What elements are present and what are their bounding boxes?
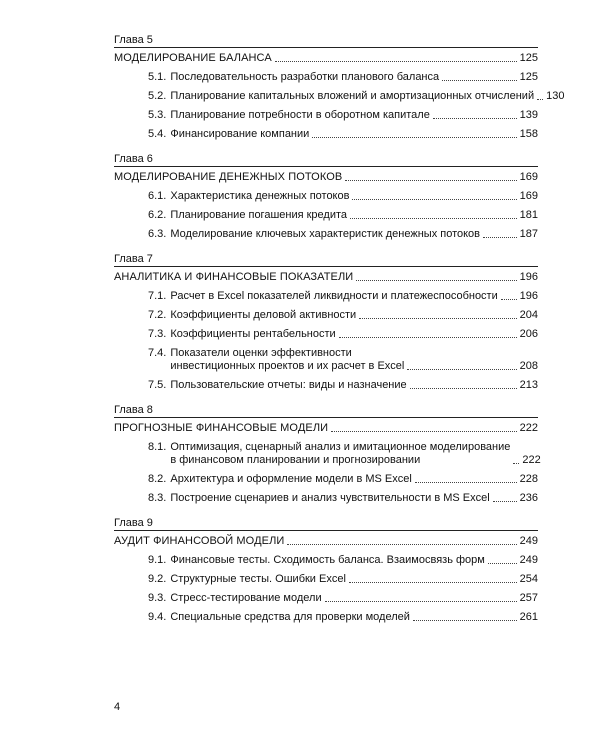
section-number: 5.1. (148, 71, 167, 83)
chapter-page: 196 (519, 271, 538, 283)
leader-dots (345, 180, 516, 181)
section-page: 228 (519, 473, 538, 485)
section-number: 7.5. (148, 379, 167, 391)
section-entry[interactable] (114, 611, 538, 624)
section-title: Коэффициенты рентабельности (170, 328, 336, 340)
section-page: 125 (519, 71, 538, 83)
section-entry[interactable] (114, 554, 538, 567)
section-entry[interactable] (114, 473, 538, 486)
section-number: 7.3. (148, 328, 167, 340)
chapter-title: МОДЕЛИРОВАНИЕ БАЛАНСА (114, 52, 272, 64)
leader-dots (325, 601, 517, 602)
section-entry[interactable] (114, 128, 538, 141)
section-entry[interactable] (114, 328, 538, 341)
section-title: Финансовые тесты. Сходимость баланса. Взаимосвязь форм (170, 554, 485, 566)
chapter-page: 125 (519, 52, 538, 64)
section-number: 9.2. (148, 573, 167, 585)
section-page: 158 (519, 128, 538, 140)
leader-dots (349, 582, 517, 583)
leader-dots (413, 620, 517, 621)
chapter-title: АУДИТ ФИНАНСОВОЙ МОДЕЛИ (114, 535, 285, 547)
section-entry[interactable] (114, 379, 538, 392)
chapter-title-row[interactable] (114, 530, 538, 548)
section-page: 139 (519, 109, 538, 121)
leader-dots (339, 337, 517, 338)
chapter-title-row[interactable] (114, 417, 538, 435)
chapter-label: Глава 8 (114, 404, 153, 416)
section-entry[interactable] (114, 109, 538, 122)
section-title-line1: Оптимизация, сценарный анализ и имитационное моделирование (170, 441, 511, 453)
section-number: 7.2. (148, 309, 167, 321)
section-title (170, 441, 510, 467)
section-number: 9.4. (148, 611, 167, 623)
section-number: 5.4. (148, 128, 167, 140)
leader-dots (352, 199, 516, 200)
section-entry[interactable] (114, 309, 538, 322)
section-page: 261 (519, 611, 538, 623)
chapter-label: Глава 5 (114, 34, 153, 46)
section-title: Планирование погашения кредита (170, 209, 348, 221)
section-page: 206 (519, 328, 538, 340)
section-page: 187 (519, 228, 538, 240)
leader-dots (410, 388, 517, 389)
section-title: Финансирование компании (170, 128, 310, 140)
section-title: Расчет в Excel показателей ликвидности и платежеспособности (170, 290, 498, 302)
section-number: 9.3. (148, 592, 167, 604)
section-title-line2: в финансовом планировании и прогнозировании (170, 454, 421, 466)
section-page: 249 (519, 554, 538, 566)
section-number: 9.1. (148, 554, 167, 566)
section-entry[interactable] (114, 209, 538, 222)
leader-dots (356, 280, 516, 281)
section-title: Стресс-тестирование модели (170, 592, 322, 604)
section-page: 213 (519, 379, 538, 391)
section-entry[interactable] (114, 90, 565, 103)
leader-dots (513, 463, 519, 464)
chapter-title: ПРОГНОЗНЫЕ ФИНАНСОВЫЕ МОДЕЛИ (114, 422, 329, 434)
leader-dots (415, 482, 517, 483)
section-title-line1: Показатели оценки эффективности (170, 347, 352, 359)
chapter-block (114, 253, 538, 392)
section-title: Архитектура и оформление модели в MS Excel (170, 473, 412, 485)
section-number: 5.2. (148, 90, 167, 102)
section-title: Моделирование ключевых характеристик денежных потоков (170, 228, 481, 240)
section-page: 257 (519, 592, 538, 604)
section-entry[interactable] (114, 592, 538, 605)
section-entry[interactable] (114, 441, 541, 467)
section-page: 204 (519, 309, 538, 321)
page-number: 4 (114, 701, 121, 713)
section-title: Характеристика денежных потоков (170, 190, 350, 202)
leader-dots (433, 118, 517, 119)
leader-dots (350, 218, 517, 219)
section-entry[interactable] (114, 290, 538, 303)
chapter-title-row[interactable] (114, 47, 538, 65)
section-title: Структурные тесты. Ошибки Excel (170, 573, 346, 585)
leader-dots (442, 80, 517, 81)
section-title: Планирование потребности в оборотном капитале (170, 109, 430, 121)
section-page: 222 (522, 454, 541, 466)
leader-dots (483, 237, 517, 238)
section-page: 196 (519, 290, 538, 302)
section-number: 8.3. (148, 492, 167, 504)
leader-dots (407, 369, 516, 370)
section-entry[interactable] (114, 573, 538, 586)
section-title: Построение сценариев и анализ чувствительности в MS Excel (170, 492, 490, 504)
section-entry[interactable] (114, 71, 538, 84)
section-number: 6.2. (148, 209, 167, 221)
chapter-title-row[interactable] (114, 266, 538, 284)
section-page: 169 (519, 190, 538, 202)
leader-dots (312, 137, 516, 138)
chapter-title: МОДЕЛИРОВАНИЕ ДЕНЕЖНЫХ ПОТОКОВ (114, 171, 343, 183)
chapter-label: Глава 7 (114, 253, 153, 265)
table-of-contents (114, 34, 565, 636)
chapter-title-row[interactable] (114, 166, 538, 184)
leader-dots (359, 318, 516, 319)
section-entry[interactable] (114, 190, 538, 203)
leader-dots (493, 501, 517, 502)
chapter-title: АНАЛИТИКА И ФИНАНСОВЫЕ ПОКАЗАТЕЛИ (114, 271, 354, 283)
section-title: Последовательность разработки планового баланса (170, 71, 440, 83)
chapter-page: 169 (519, 171, 538, 183)
chapter-block (114, 517, 538, 624)
section-entry[interactable] (114, 347, 538, 373)
section-title (170, 347, 404, 373)
section-title: Специальные средства для проверки моделей (170, 611, 410, 623)
section-page: 181 (519, 209, 538, 221)
section-entry[interactable] (114, 228, 538, 241)
section-title: Планирование капитальных вложений и амортизационных отчислений (170, 90, 535, 102)
chapter-page: 249 (519, 535, 538, 547)
section-number: 7.1. (148, 290, 167, 302)
section-page: 130 (546, 90, 565, 102)
chapter-label: Глава 9 (114, 517, 153, 529)
chapter-block (114, 153, 538, 241)
section-number: 8.2. (148, 473, 167, 485)
section-number: 8.1. (148, 441, 167, 453)
section-number: 6.3. (148, 228, 167, 240)
chapter-block (114, 34, 565, 141)
section-title: Коэффициенты деловой активности (170, 309, 357, 321)
section-number: 7.4. (148, 347, 167, 359)
leader-dots (331, 431, 516, 432)
chapter-page: 222 (519, 422, 538, 434)
leader-dots (287, 544, 516, 545)
section-page: 208 (519, 360, 538, 372)
section-entry[interactable] (114, 492, 538, 505)
section-number: 5.3. (148, 109, 167, 121)
leader-dots (488, 563, 517, 564)
section-page: 254 (519, 573, 538, 585)
leader-dots (275, 61, 517, 62)
leader-dots (501, 299, 517, 300)
chapter-block (114, 404, 541, 505)
chapter-label: Глава 6 (114, 153, 153, 165)
section-page: 236 (519, 492, 538, 504)
section-number: 6.1. (148, 190, 167, 202)
section-title: Пользовательские отчеты: виды и назначение (170, 379, 407, 391)
leader-dots (537, 99, 543, 100)
section-title-line2: инвестиционных проектов и их расчет в Excel (170, 360, 405, 372)
